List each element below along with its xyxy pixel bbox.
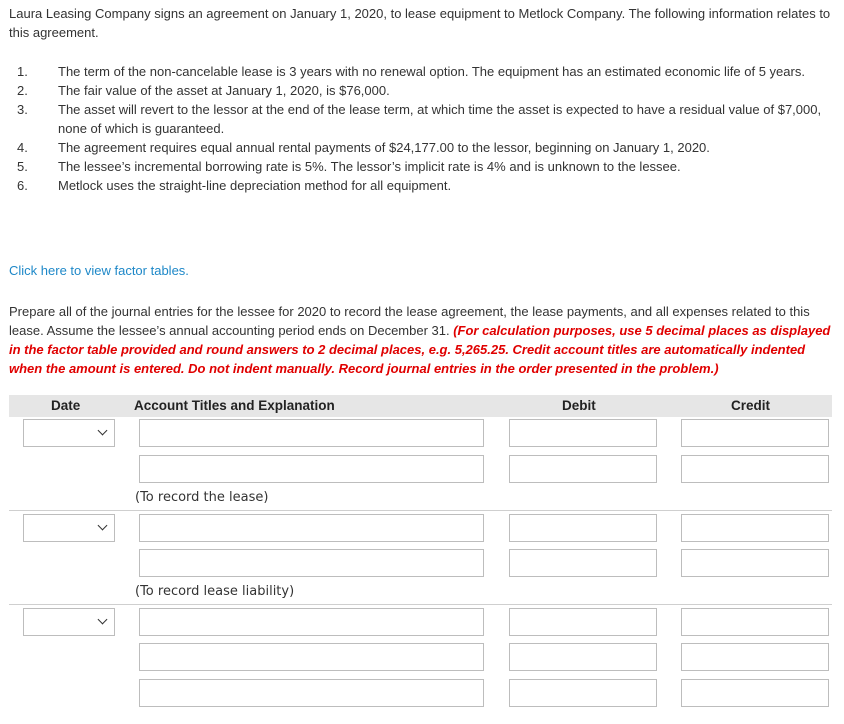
item-number: 6. bbox=[17, 178, 28, 193]
col-debit-header: Debit bbox=[562, 398, 596, 413]
item-text: The lessee’s incremental borrowing rate is 5%. The lessor’s implicit rate is 4% and is unknown to the lessee. bbox=[58, 159, 681, 174]
account-input[interactable] bbox=[139, 643, 484, 671]
debit-input[interactable] bbox=[509, 549, 657, 577]
account-input[interactable] bbox=[139, 679, 484, 707]
credit-input[interactable] bbox=[681, 679, 829, 707]
entry-explanation: (To record lease liability) bbox=[135, 584, 295, 599]
item-text: The asset will revert to the lessor at the end of the lease term, at which time the asset is expected to have a residual value of $7,000, none of which is guaranteed. bbox=[58, 102, 822, 136]
debit-input[interactable] bbox=[509, 455, 657, 483]
list-item bbox=[0, 176, 826, 195]
credit-input[interactable] bbox=[681, 419, 829, 447]
debit-input[interactable] bbox=[509, 608, 657, 636]
instructions-text: Prepare all of the journal entries for the lessee for 2020 to record the lease agreement, the lease payments, and all expenses related to this lease. Assume the lessee’s annual accounting period ends on December 31. bbox=[9, 304, 810, 338]
credit-input[interactable] bbox=[681, 514, 829, 542]
debit-input[interactable] bbox=[509, 643, 657, 671]
factor-tables-link[interactable]: Click here to view factor tables. bbox=[9, 263, 189, 278]
list-item bbox=[0, 157, 826, 176]
instructions-note: (For calculation purposes, use 5 decimal places as displayed in the factor table provided and round answers to 2 decimal places, e.g. 5,265.25. Credit account titles are automatically indented when the amount is entered. Do not indent manually. Record journal entries in the order presented in the problem.) bbox=[9, 323, 831, 376]
list-item bbox=[0, 62, 826, 81]
account-input[interactable] bbox=[139, 455, 484, 483]
account-input[interactable] bbox=[139, 549, 484, 577]
date-select-entry-3[interactable] bbox=[23, 608, 115, 636]
journal-table-header bbox=[9, 395, 832, 417]
item-number: 3. bbox=[17, 102, 28, 117]
chevron-down-icon bbox=[98, 426, 108, 436]
debit-input[interactable] bbox=[509, 419, 657, 447]
debit-input[interactable] bbox=[509, 514, 657, 542]
item-number: 5. bbox=[17, 159, 28, 174]
account-input[interactable] bbox=[139, 419, 484, 447]
credit-input[interactable] bbox=[681, 643, 829, 671]
credit-input[interactable] bbox=[681, 608, 829, 636]
entry-divider bbox=[9, 604, 832, 605]
chevron-down-icon bbox=[98, 521, 108, 531]
list-item bbox=[0, 100, 826, 138]
item-number: 4. bbox=[17, 140, 28, 155]
credit-input[interactable] bbox=[681, 549, 829, 577]
credit-input[interactable] bbox=[681, 455, 829, 483]
list-item bbox=[0, 138, 826, 157]
item-number: 1. bbox=[17, 64, 28, 79]
item-number: 2. bbox=[17, 83, 28, 98]
problem-intro: Laura Leasing Company signs an agreement on January 1, 2020, to lease equipment to Metlock Company. The following information relates to this agreement. bbox=[9, 6, 831, 40]
col-credit-header: Credit bbox=[731, 398, 771, 413]
entry-explanation: (To record the lease) bbox=[135, 490, 269, 505]
date-select-entry-1[interactable] bbox=[23, 419, 115, 447]
account-input[interactable] bbox=[139, 514, 484, 542]
item-text: The term of the non-cancelable lease is 3 years with no renewal option. The equipment has an estimated economic life of 5 years. bbox=[58, 64, 805, 79]
entry-divider bbox=[9, 510, 832, 511]
item-text: The agreement requires equal annual rental payments of $24,177.00 to the lessor, beginning on January 1, 2020. bbox=[58, 140, 710, 155]
chevron-down-icon bbox=[98, 615, 108, 625]
debit-input[interactable] bbox=[509, 679, 657, 707]
date-select-entry-2[interactable] bbox=[23, 514, 115, 542]
instructions bbox=[9, 302, 835, 378]
item-text: The fair value of the asset at January 1, 2020, is $76,000. bbox=[58, 83, 390, 98]
info-list bbox=[0, 62, 840, 195]
account-input[interactable] bbox=[139, 608, 484, 636]
col-date-header: Date bbox=[51, 398, 81, 413]
list-item bbox=[0, 81, 826, 100]
item-text: Metlock uses the straight-line depreciation method for all equipment. bbox=[58, 178, 452, 193]
col-account-header: Account Titles and Explanation bbox=[134, 398, 335, 413]
